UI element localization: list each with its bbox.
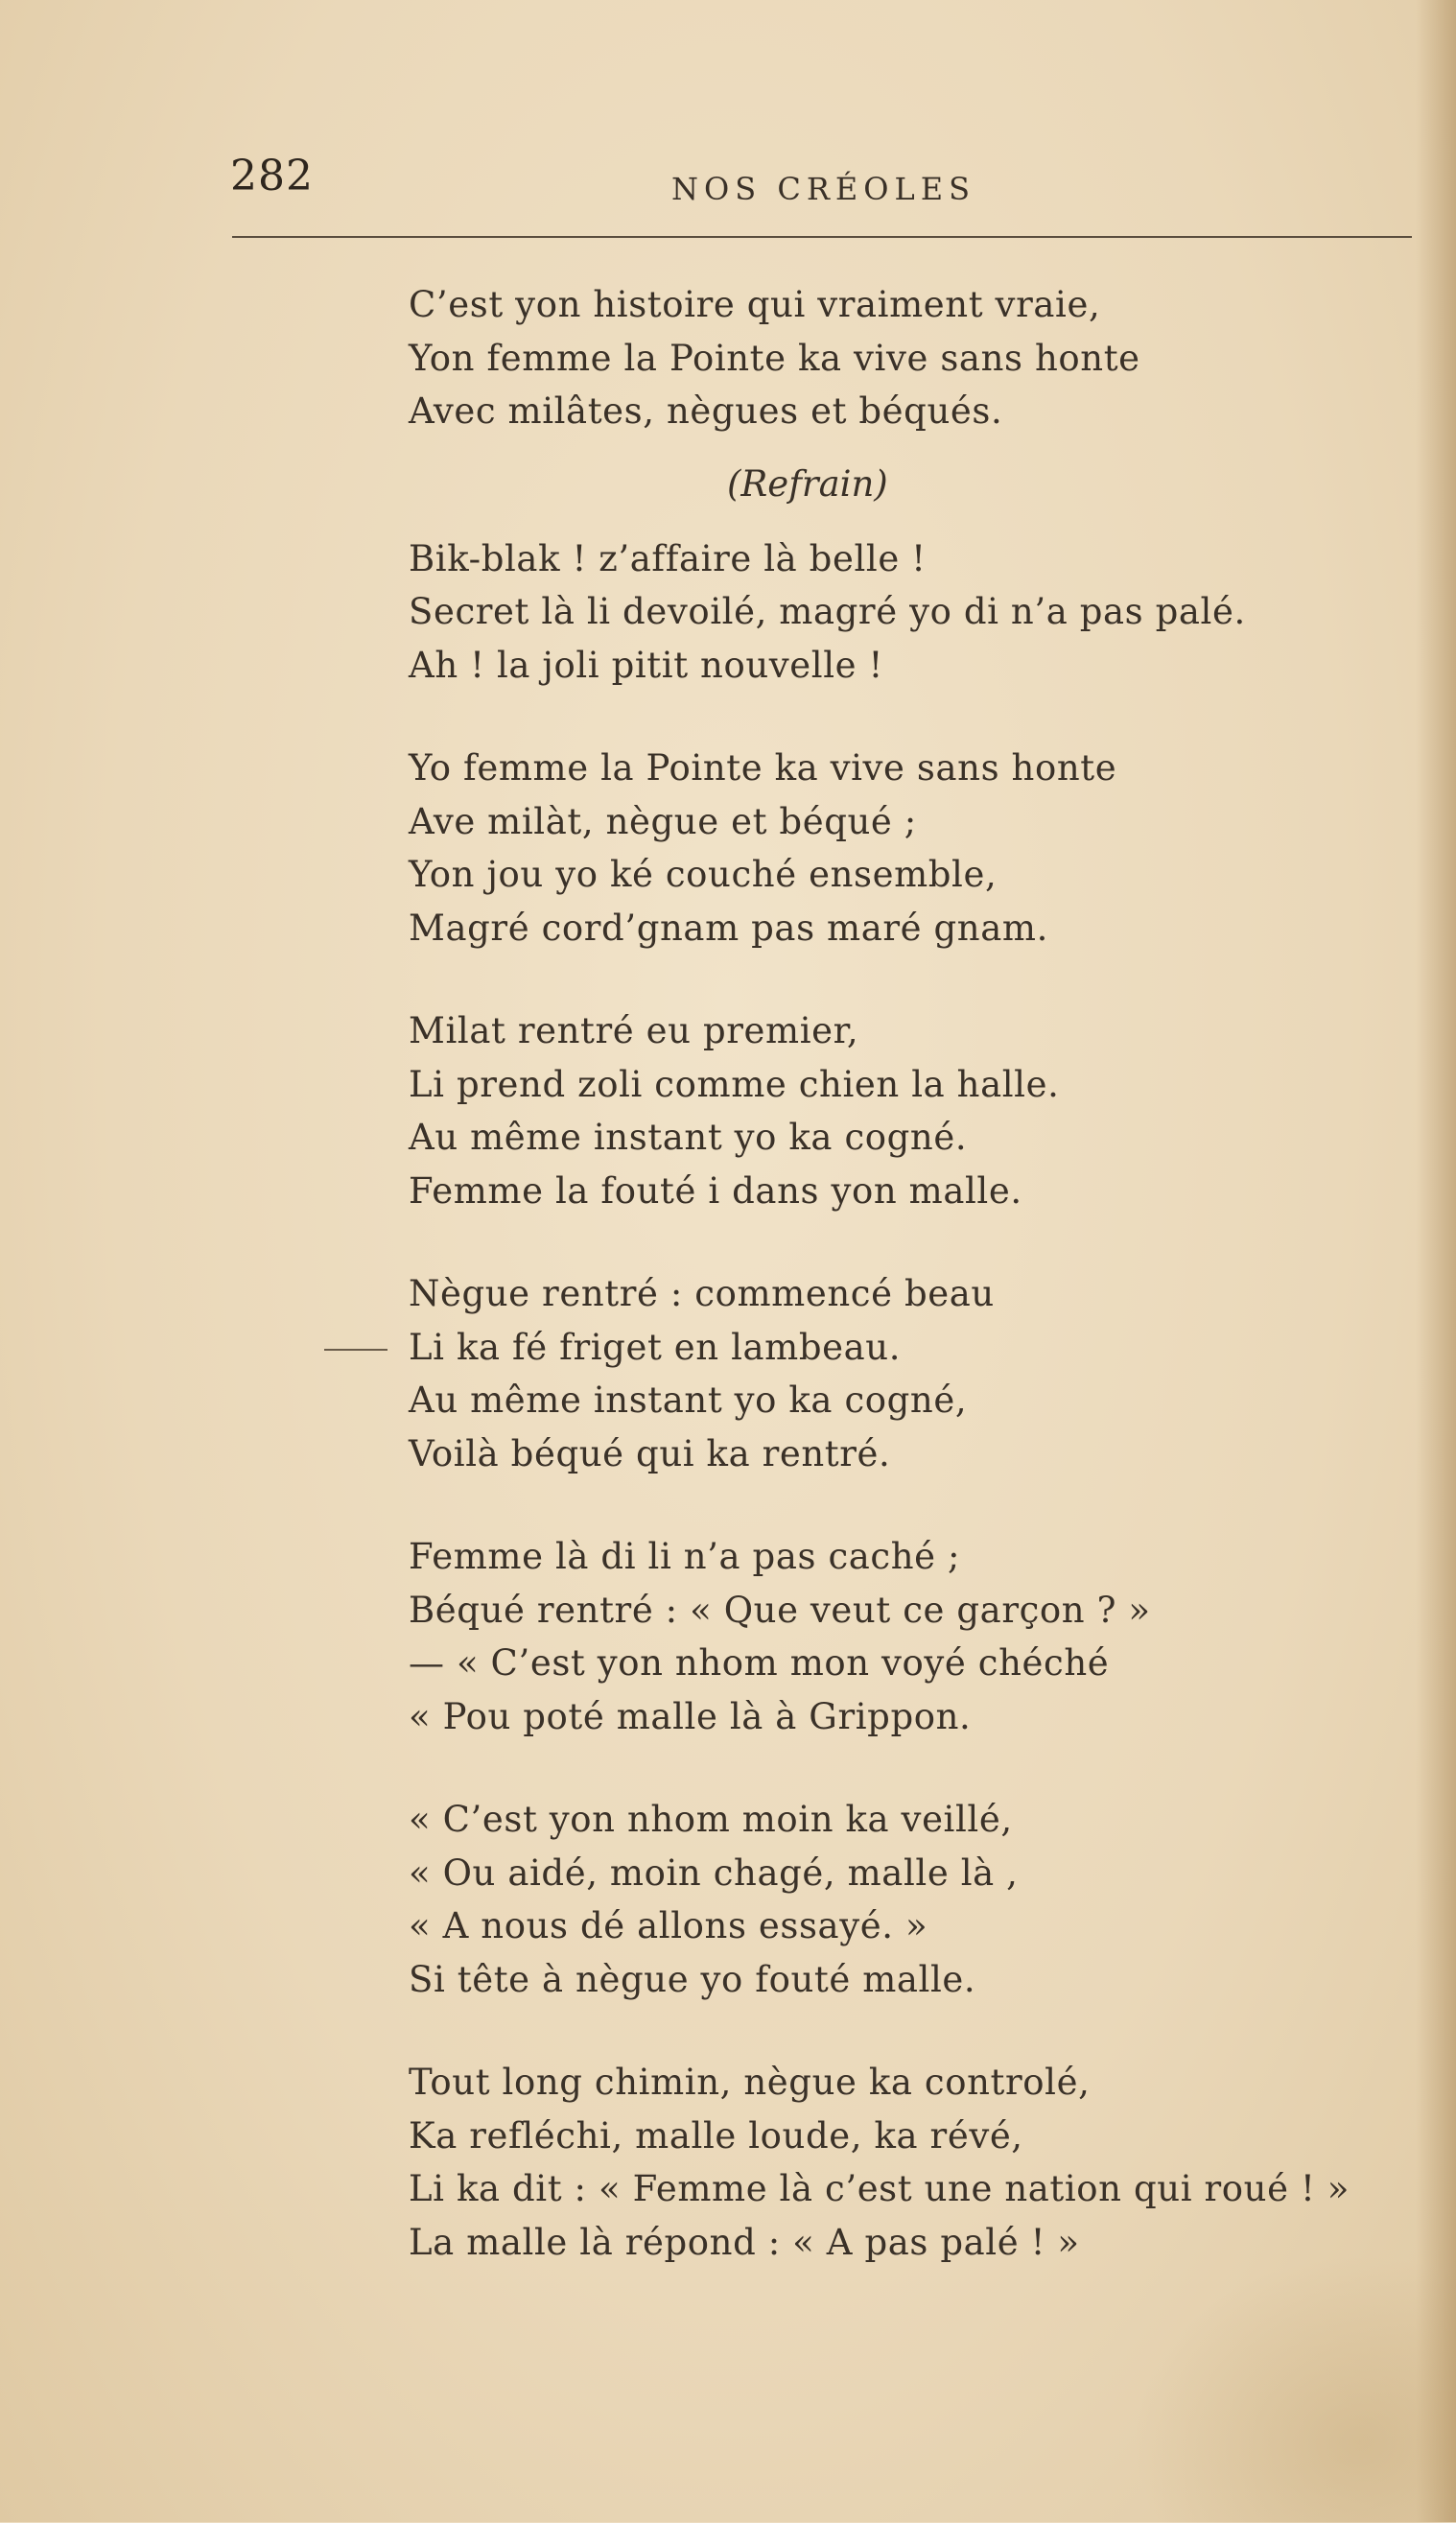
verse-line: Au même instant yo ka cogné,	[409, 1379, 968, 1421]
verse-line: Magré cord’gnam pas maré gnam.	[409, 907, 1048, 949]
verse-line: Bik-blak ! z’affaire là belle !	[409, 537, 927, 579]
verse-line: Yon femme la Pointe ka vive sans honte	[409, 337, 1140, 379]
running-title: NOS CRÉOLES	[671, 171, 976, 207]
verse-line: La malle là répond : « A pas palé ! »	[409, 2221, 1080, 2263]
verse-line: Femme là di li n’a pas caché ;	[409, 1536, 961, 1577]
verse-line: Secret là li devoilé, magré yo di n’a pas palé.	[409, 591, 1246, 632]
margin-dash	[324, 1349, 387, 1351]
verse-line: Ave milàt, nègue et béqué ;	[409, 800, 917, 842]
refrain-stanza	[409, 532, 1425, 693]
stanza-6	[409, 2056, 1425, 2269]
verse-line: Yon jou yo ké couché ensemble,	[409, 854, 998, 895]
verse-line: Milat rentré eu premier,	[409, 1010, 859, 1051]
verse-line: « Ou aidé, moin chagé, malle là ,	[409, 1851, 1019, 1894]
verse-line: Ka refléchi, malle loude, ka révé,	[409, 2114, 1023, 2157]
verse-line: Tout long chimin, nègue ka controlé,	[409, 2062, 1091, 2103]
verse-line: « Pou poté malle là à Grippon.	[409, 1695, 972, 1737]
intro-stanza	[409, 278, 1425, 438]
verse-line: Béqué rentré : « Que veut ce garçon ? »	[409, 1589, 1151, 1631]
verse-line: « A nous dé allons essayé. »	[409, 1905, 928, 1946]
page-number: 282	[230, 152, 314, 200]
verse-line: Si tête à nègue yo fouté malle.	[409, 1958, 976, 2000]
verse-line: Li ka dit : « Femme là c’est une nation qui roué ! »	[409, 2168, 1350, 2209]
poem	[409, 278, 1425, 2269]
verse-line: « C’est yon nhom moin ka veillé,	[409, 1799, 1013, 1840]
verse-line: Au même instant yo ka cogné.	[409, 1117, 968, 1158]
refrain-label: (Refrain)	[727, 462, 888, 505]
stanza-5	[409, 1793, 1425, 2006]
stanza-3	[409, 1267, 1425, 1480]
stanza-4	[409, 1530, 1425, 1743]
header-rule	[232, 236, 1412, 238]
verse-line: — « C’est yon nhom mon voyé chéché	[409, 1642, 1110, 1684]
verse-line: Ah ! la joli pitit nouvelle !	[409, 644, 883, 686]
stanza-1	[409, 742, 1425, 955]
verse-line: Femme la fouté i dans yon malle.	[409, 1169, 1022, 1212]
verse-line: Voilà béqué qui ka rentré.	[409, 1432, 891, 1474]
stanza-2	[409, 1004, 1425, 1217]
verse-line: Nègue rentré : commencé beau	[409, 1273, 995, 1314]
paper-stain	[1132, 2254, 1456, 2523]
verse-line: Li prend zoli comme chien la halle.	[409, 1063, 1060, 1105]
verse-line: Yo femme la Pointe ka vive sans honte	[409, 747, 1117, 789]
verse-line: Li ka fé friget en lambeau.	[409, 1326, 902, 1368]
verse-line: C’est yon histoire qui vraiment vraie,	[409, 284, 1101, 325]
verse-line: Avec milâtes, nègues et béqués.	[409, 390, 1003, 432]
